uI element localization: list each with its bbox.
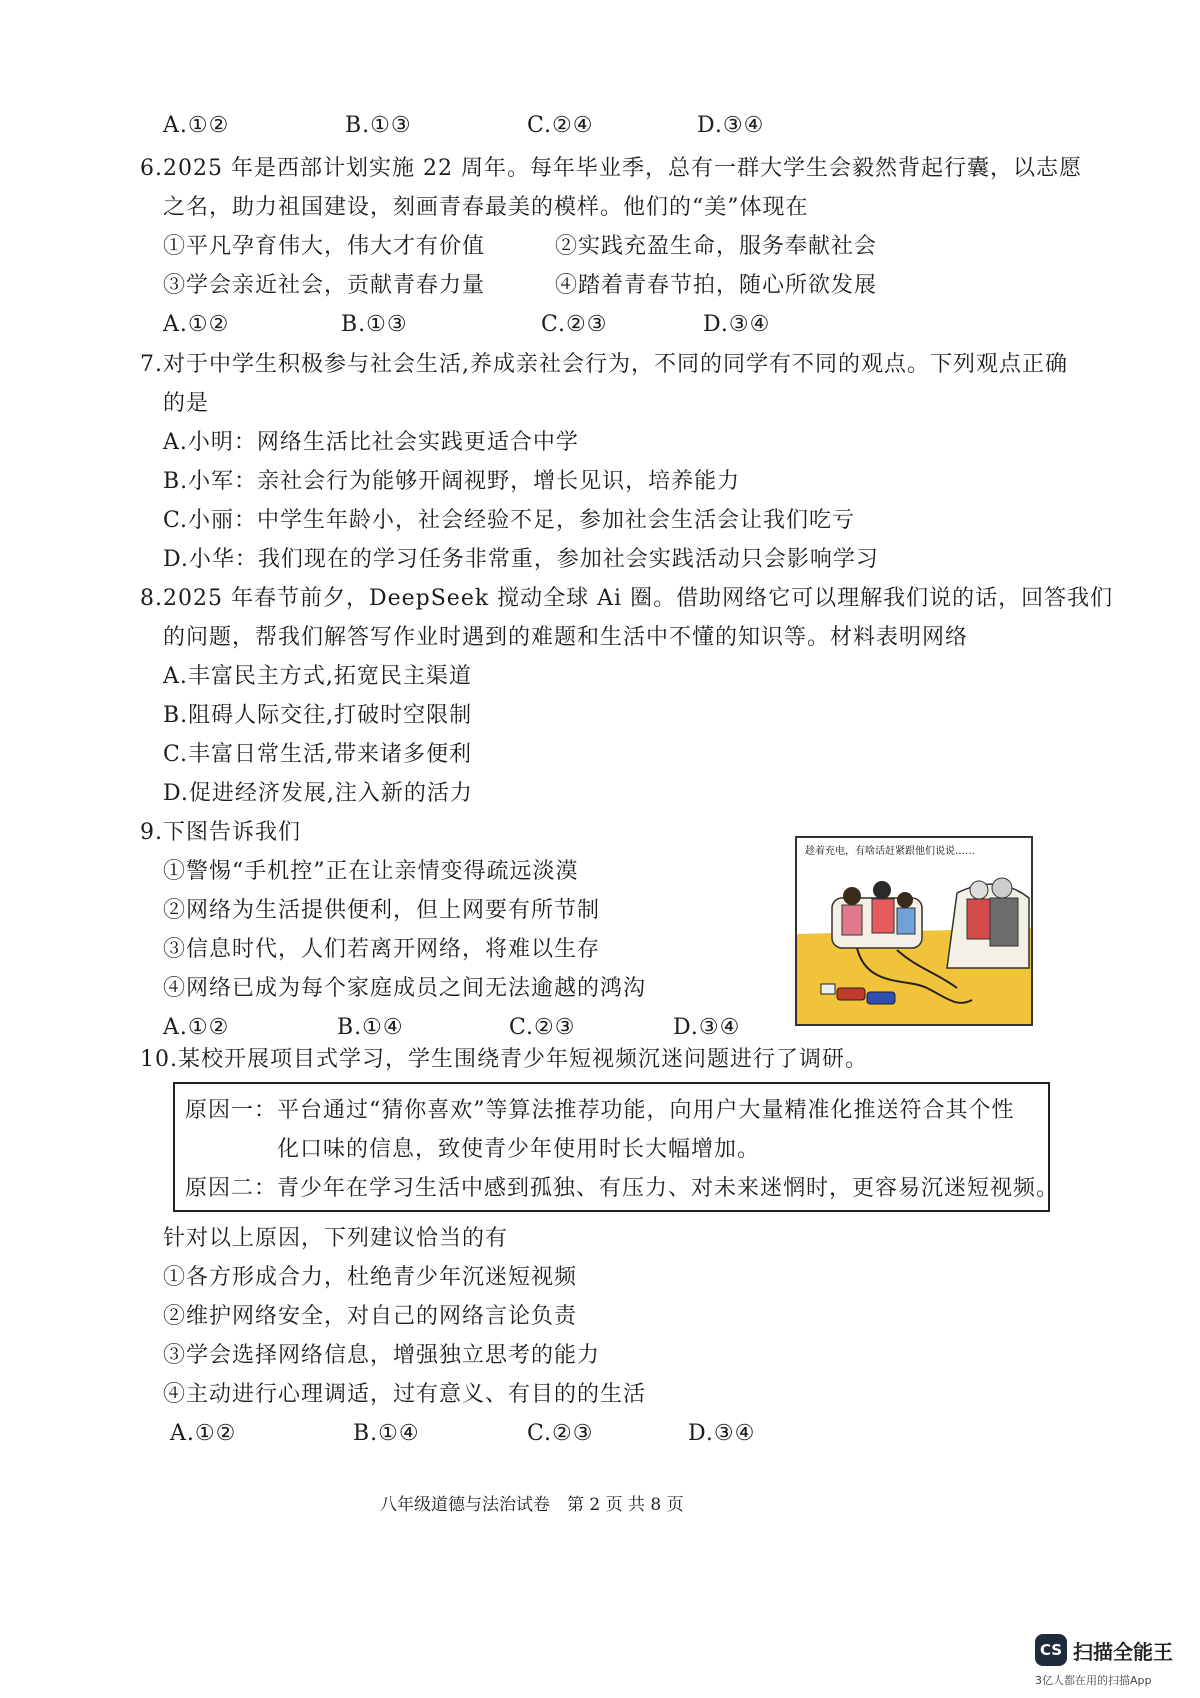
q8-stem-line1: 8.2025 年春节前夕，DeepSeek 搅动全球 Ai 圈。借助网络它可以理解我们说的话，回答我们 [140,586,1114,611]
q9-statement-4: ④网络已成为每个家庭成员之间无法逾越的鸿沟 [163,976,647,1001]
cartoon-caption: 趁着充电，有啥话赶紧跟他们说说…… [805,846,975,857]
q7-option-b: B.小军：亲社会行为能够开阔视野，增长见识，培养能力 [163,469,741,494]
q10-statement-3: ③学会选择网络信息，增强独立思考的能力 [163,1343,601,1368]
q6-statement-1: ①平凡孕育伟大，伟大才有价值 [163,234,486,259]
q9-option-c: C.②③ [509,1015,576,1040]
q10-option-d: D.③④ [688,1421,756,1446]
cs-logo-icon: CS [1035,1634,1067,1666]
q10-statement-2: ②维护网络安全，对自己的网络言论负责 [163,1304,578,1329]
q10-option-c: C.②③ [527,1421,594,1446]
q6-option-c: C.②③ [541,312,608,337]
q8-option-d: D.促进经济发展,注入新的活力 [163,781,473,806]
q7-stem-line2: 的是 [163,391,210,416]
q9-option-d: D.③④ [673,1015,741,1040]
q8-option-a: A.丰富民主方式,拓宽民主渠道 [163,664,472,689]
q9-option-b: B.①④ [337,1015,404,1040]
page-footer: 八年级道德与法治试卷 第 2 页 共 8 页 [380,1495,684,1515]
q7-stem-line1: 7.对于中学生积极参与社会生活,养成亲社会行为，不同的同学有不同的观点。下列观点正确 [140,352,1068,377]
q9-option-a: A.①② [163,1015,230,1040]
q7-option-a: A.小明：网络生活比社会实践更适合中学 [163,430,579,455]
q6-statement-3: ③学会亲近社会，贡献青春力量 [163,273,486,298]
q5-option-a: A.①② [163,113,230,138]
q6-option-b: B.①③ [341,312,408,337]
q10-question: 针对以上原因，下列建议恰当的有 [163,1226,509,1251]
q9-statement-2: ②网络为生活提供便利，但上网要有所节制 [163,898,601,923]
brand-tagline: 3亿人都在用的扫描App [1035,1674,1152,1687]
q5-option-c: C.②④ [527,113,594,138]
scanner-watermark [1035,1630,1185,1690]
q8-option-b: B.阻碍人际交往,打破时空限制 [163,703,473,728]
q9-statement-1: ①警惕“手机控”正在让亲情变得疏远淡漠 [163,859,579,884]
q7-option-d: D.小华：我们现在的学习任务非常重，参加社会实践活动只会影响学习 [163,547,879,572]
q7-option-c: C.小丽：中学生年龄小，社会经验不足，参加社会生活会让我们吃亏 [163,508,856,533]
q5-option-b: B.①③ [345,113,412,138]
family-charging-cartoon [795,836,1033,1026]
q10-reason1-line2: 化口味的信息，致使青少年使用时长大幅增加。 [277,1137,761,1162]
q10-stem: 10.某校开展项目式学习，学生围绕青少年短视频沉迷问题进行了调研。 [140,1047,868,1072]
q9-statement-3: ③信息时代，人们若离开网络，将难以生存 [163,937,601,962]
q10-reason2: 原因二：青少年在学习生活中感到孤独、有压力、对未来迷惘时，更容易沉迷短视频。 [185,1176,1060,1201]
q10-statement-4: ④主动进行心理调适，过有意义、有目的的生活 [163,1382,647,1407]
q6-stem-line1: 6.2025 年是西部计划实施 22 周年。每年毕业季，总有一群大学生会毅然背起行囊，以志愿 [140,156,1082,181]
q10-reason1-line1: 原因一：平台通过“猜你喜欢”等算法推荐功能，向用户大量精准化推送符合其个性 [185,1098,1015,1123]
q6-option-a: A.①② [163,312,230,337]
q10-option-a: A.①② [170,1421,237,1446]
q6-statement-2: ②实践充盈生命，服务奉献社会 [555,234,878,259]
q10-option-b: B.①④ [353,1421,420,1446]
q10-statement-1: ①各方形成合力，杜绝青少年沉迷短视频 [163,1265,578,1290]
q6-stem-line2: 之名，助力祖国建设，刻画青春最美的模样。他们的“美”体现在 [163,195,809,220]
brand-name: 扫描全能王 [1073,1640,1173,1664]
q9-stem: 9.下图告诉我们 [140,820,301,845]
q6-statement-4: ④踏着青春节拍，随心所欲发展 [555,273,878,298]
q8-option-c: C.丰富日常生活,带来诸多便利 [163,742,473,767]
q5-option-d: D.③④ [697,113,765,138]
q6-option-d: D.③④ [703,312,771,337]
q8-stem-line2: 的问题，帮我们解答写作业时遇到的难题和生活中不懂的知识等。材料表明网络 [163,625,969,650]
